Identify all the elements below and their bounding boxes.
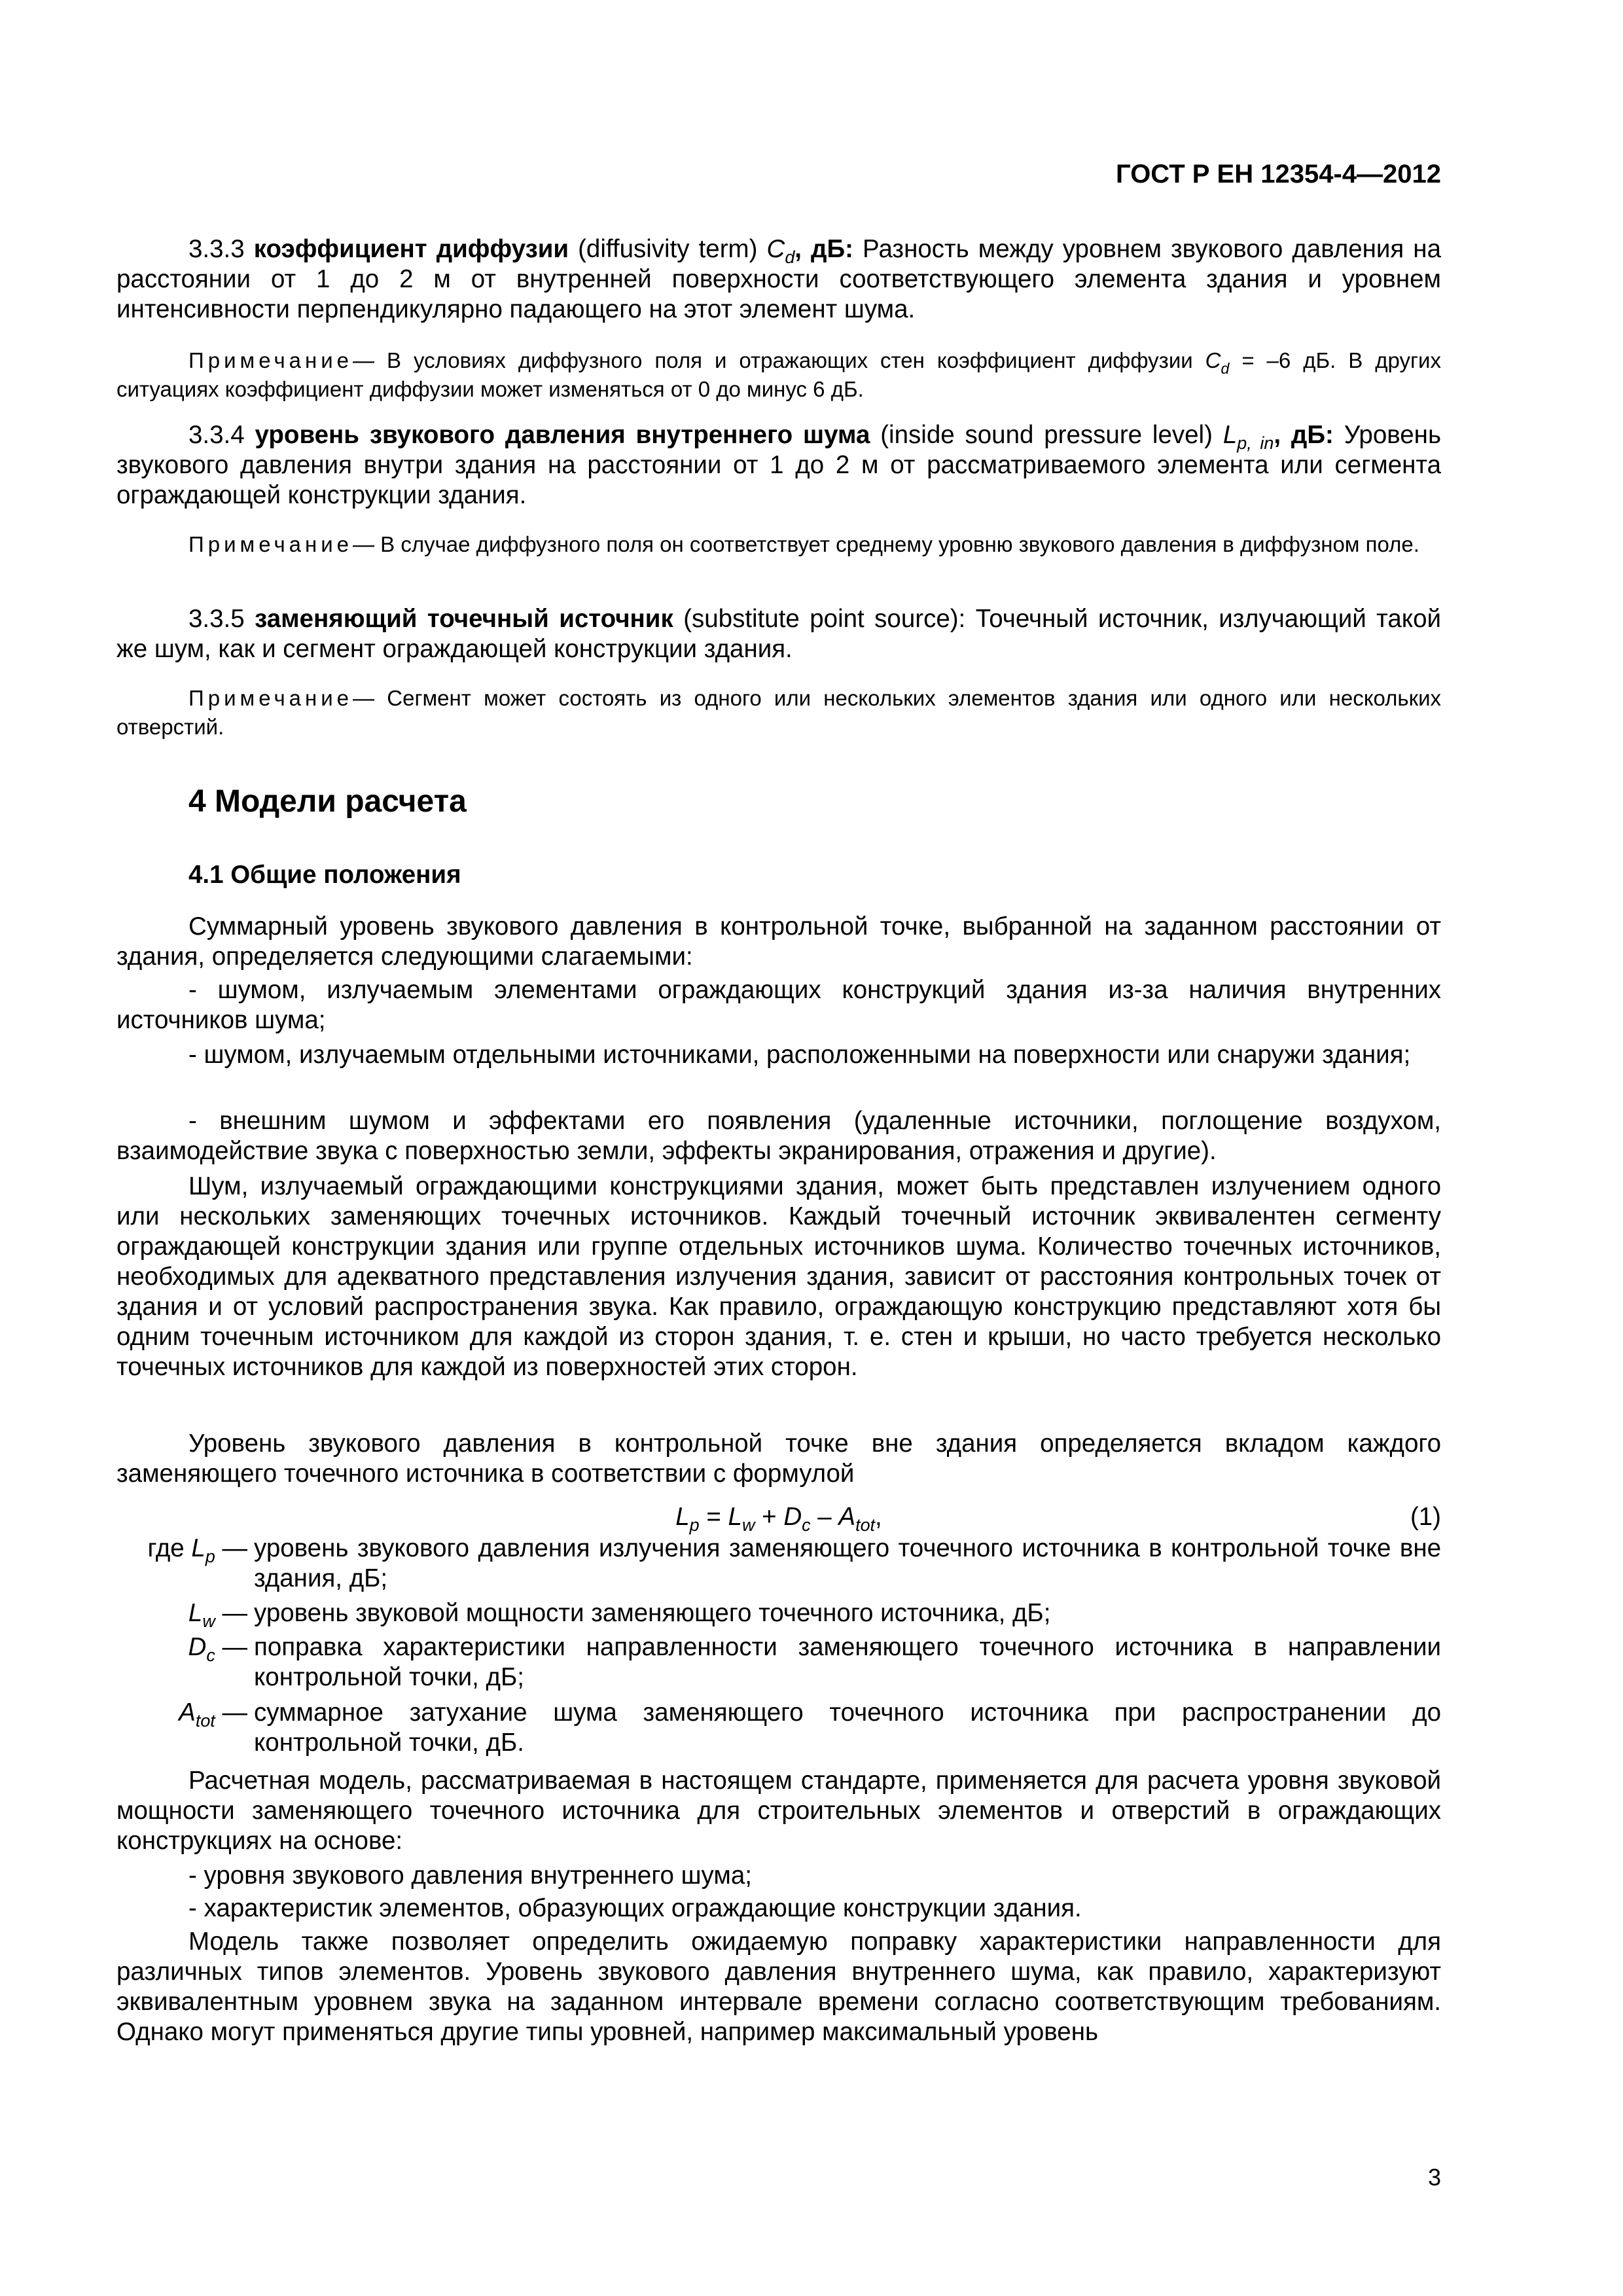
section-heading-4: 4 Модели расчета bbox=[188, 784, 467, 819]
paragraph: Уровень звукового давления в контрольной точке вне здания определяется вкладом каждого заменяющего точечного источника в соответствии с формулой bbox=[116, 1429, 1441, 1488]
formula-symbol: L bbox=[675, 1503, 690, 1531]
note-text: — Сегмент может состоять из одного или нескольких элементов здания или одного или нескольких отверстий. bbox=[116, 686, 1441, 739]
formula-operator: + bbox=[755, 1503, 784, 1531]
where-description: поправка характеристики направленности заменяющего точечного источника в направлении контрольной точки, дБ; bbox=[254, 1633, 1441, 1691]
definition-text: Уровень звукового давления внутри здания на расстоянии от 1 до 2 м от рассматриваемого элемента или сегмента ограждающей конструкции здания. bbox=[116, 421, 1442, 509]
english-term: (diffusivity term) bbox=[578, 235, 758, 263]
formula-subscript: w bbox=[741, 1515, 755, 1535]
note-label: Примечание bbox=[188, 532, 353, 556]
definition-3-3-4 bbox=[116, 420, 1441, 511]
definition-3-3-3 bbox=[116, 234, 1441, 325]
where-description: суммарное затухание шума заменяющего точечного источника при распространении до контрольной точки, дБ. bbox=[254, 1698, 1441, 1757]
symbol: C bbox=[766, 235, 785, 263]
dash: — bbox=[215, 1698, 247, 1727]
definition-text: Разность между уровнем звукового давления на расстоянии от 1 до 2 м от внутренней поверхности соответствующего элемента здания и уровнем интенсивности перпендикулярно падающего на этот элемент шума. bbox=[116, 235, 1441, 323]
english-term: (substitute point source): bbox=[683, 605, 966, 633]
symbol: L bbox=[1222, 421, 1238, 449]
symbol: L bbox=[191, 1534, 205, 1562]
unit: , дБ: bbox=[1274, 421, 1334, 449]
formula-subscript: p bbox=[689, 1515, 700, 1535]
paragraph: Модель также позволяет определить ожидаемую поправку характеристики направленности для различных типов элементов. Уровень звукового давления внутреннего шума, как правило, характеризуют эквивалентным уровнем звука на заданном интервале времени согласно соответствующим требованиям. Однако могут применяться другие типы уровней, например максимальный уровень bbox=[116, 1928, 1441, 2046]
clause-number: 3.3.4 bbox=[188, 421, 245, 449]
where-symbol bbox=[116, 1698, 247, 1731]
list-item: - шумом, излучаемым отдельными источниками, расположенными на поверхности или снаружи здания; bbox=[188, 1041, 1411, 1069]
list-item: - характеристик элементов, образующих ограждающие конструкции здания. bbox=[188, 1894, 1082, 1922]
section-heading-4-1: 4.1 Общие положения bbox=[188, 861, 461, 889]
symbol-subscript: p, in bbox=[1237, 433, 1274, 453]
where-symbol bbox=[116, 1632, 247, 1665]
paragraph: Расчетная модель, рассматриваемая в настоящем стандарте, применяется для расчета уровня звуковой мощности заменяющего точечного источника для строительных элементов и отверстий в ограждающих конструкциях на основе: bbox=[116, 1767, 1441, 1855]
symbol-subscript: p bbox=[205, 1547, 215, 1566]
clause-number: 3.3.5 bbox=[188, 605, 245, 633]
formula-operator: = bbox=[699, 1503, 728, 1531]
symbol-subscript: tot bbox=[195, 1711, 215, 1731]
page-number: 3 bbox=[1427, 2164, 1441, 2191]
formula-number: (1) bbox=[1410, 1503, 1441, 1531]
term: уровень звукового давления внутреннего шума bbox=[255, 421, 870, 449]
symbol-subscript: c bbox=[206, 1645, 215, 1665]
note-3-3-5 bbox=[116, 684, 1441, 742]
paragraph: Суммарный уровень звукового давления в контрольной точке, выбранной на заданном расстоянии от здания, определяется следующими слагаемыми: bbox=[116, 912, 1441, 971]
symbol: A bbox=[179, 1698, 196, 1727]
list-item: - уровня звукового давления внутреннего шума; bbox=[188, 1861, 752, 1890]
english-term: (inside sound pressure level) bbox=[880, 421, 1213, 449]
term: заменяющий точечный источник bbox=[255, 605, 673, 633]
note-text: = –6 дБ. В других ситуациях коэффициент диффузии может изменяться от 0 до минус 6 дБ. bbox=[116, 348, 1441, 401]
dash: — bbox=[215, 1599, 247, 1627]
list-item: - внешним шумом и эффектами его появления (удаленные источники, поглощение воздухом, взаимодействие звука с поверхностью земли, эффекты экранирования, отражения и другие). bbox=[116, 1107, 1441, 1165]
note-label: Примечание bbox=[188, 686, 353, 710]
note-label: Примечание bbox=[188, 348, 353, 372]
dash: — bbox=[215, 1534, 247, 1562]
paragraph: Шум, излучаемый ограждающими конструкциями здания, может быть представлен излучением одного или нескольких заменяющих точечных источников. Каждый точечный источник эквивалентен сегменту ограждающей конструкции здания или группе отдельных источников шума. Количество точечных источников, необходимых для адекватного представления излучения здания, зависит от расстояния контрольных точек от здания и от условий распространения звука. Как правило, ограждающую конструкцию представляют хотя бы одним точечным источником для каждой из сторон здания, т. е. стен и крыши, но часто требуется несколько точечных источников для каждой из поверхностей этих сторон. bbox=[116, 1172, 1441, 1381]
note-text: — В случае диффузного поля он соответствует среднему уровню звукового давления в диффузном поле. bbox=[353, 532, 1419, 556]
formula-symbol: D bbox=[783, 1503, 802, 1531]
formula-1 bbox=[116, 1502, 1441, 1535]
list-item: - шумом, излучаемым элементами ограждающих конструкций здания из-за наличия внутренних источников шума; bbox=[116, 976, 1441, 1034]
formula-operator: – bbox=[810, 1503, 839, 1531]
formula-subscript: tot bbox=[855, 1515, 876, 1535]
note-text: — В условиях диффузного поля и отражающих стен коэффициент диффузии bbox=[353, 348, 1205, 372]
where-prefix: где bbox=[147, 1534, 192, 1562]
symbol-subscript: w bbox=[202, 1611, 215, 1631]
formula-punctuation: , bbox=[875, 1503, 882, 1531]
symbol: L bbox=[188, 1599, 203, 1627]
definition-text: Точечный источник, излучающий такой же шум, как и сегмент ограждающей конструкции здания. bbox=[116, 605, 1441, 663]
note-3-3-3 bbox=[116, 346, 1441, 404]
symbol: C bbox=[1205, 348, 1221, 372]
where-symbol bbox=[116, 1598, 247, 1631]
formula-symbol: L bbox=[728, 1503, 742, 1531]
where-symbol bbox=[116, 1534, 247, 1564]
formula-subscript: c bbox=[802, 1515, 811, 1535]
standard-header: ГОСТ Р ЕН 12354-4—2012 bbox=[1116, 160, 1441, 188]
definition-3-3-5 bbox=[116, 604, 1441, 664]
note-3-3-4 bbox=[116, 530, 1441, 559]
symbol-subscript: d bbox=[785, 247, 795, 267]
clause-number: 3.3.3 bbox=[188, 235, 245, 263]
dash: — bbox=[215, 1633, 247, 1661]
term: коэффициент диффузии bbox=[253, 235, 569, 263]
symbol: D bbox=[188, 1633, 207, 1661]
formula-symbol: A bbox=[838, 1503, 856, 1531]
where-description: уровень звукового давления излучения заменяющего точечного источника в контрольной точке вне здания, дБ; bbox=[254, 1534, 1441, 1592]
symbol-subscript: d bbox=[1221, 360, 1230, 377]
where-description: уровень звуковой мощности заменяющего точечного источника, дБ; bbox=[254, 1599, 1051, 1627]
unit: , дБ: bbox=[794, 235, 853, 263]
